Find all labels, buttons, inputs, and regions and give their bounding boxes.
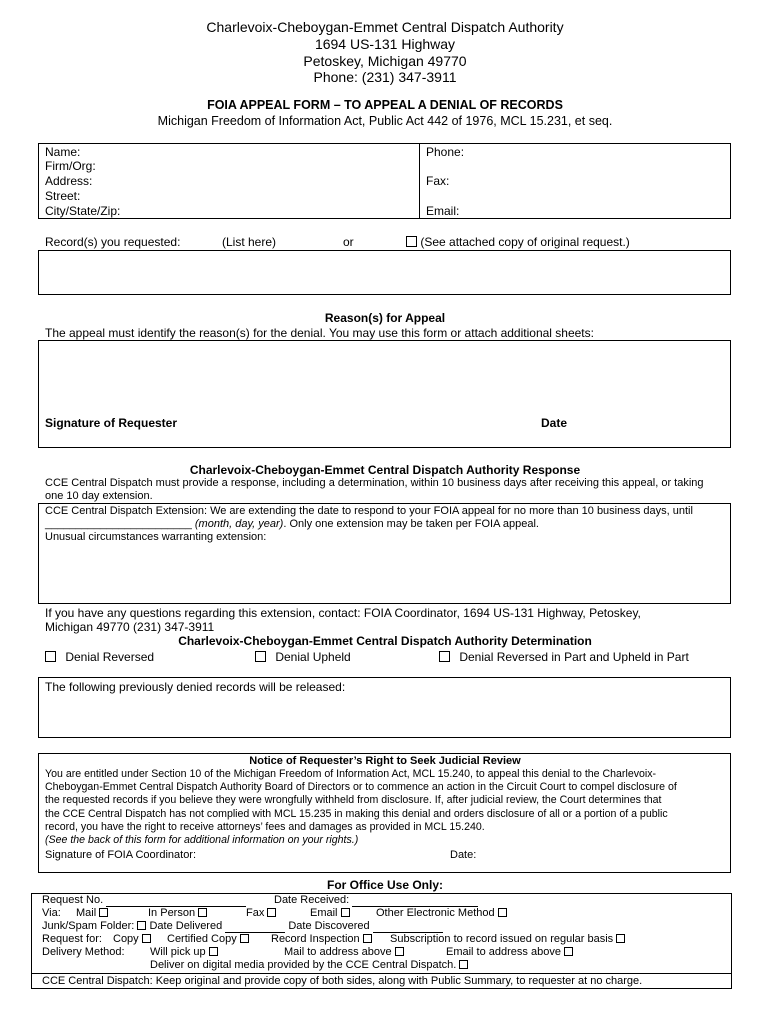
records-or: or (343, 235, 354, 249)
questions-line-1: If you have any questions regarding this extension, contact: FOIA Coordinator, 1694 US-131 Highway, Petoskey, (45, 606, 641, 620)
notice-line-1: You are entitled under Section 10 of the Michigan Freedom of Information Act, MCL 15.240, to appeal this denial to the Charlevoix- (45, 768, 657, 780)
email-field[interactable]: Email: (426, 204, 460, 218)
delivery-email (446, 946, 573, 959)
unusual-circumstances-input[interactable] (42, 545, 727, 600)
records-list-hint: (List here) (222, 235, 277, 249)
extension-line-1: CCE Central Dispatch Extension: We are extending the date to respond to your FOIA appeal for no more than 10 business days, until (45, 505, 693, 517)
request-subscription-label: Subscription to record issued on regular basis (390, 933, 614, 945)
extension-line-2 (45, 518, 539, 531)
response-intro-1: CCE Central Dispatch must provide a response, including a determination, within 10 business days after receiving this appeal, or taking (45, 477, 704, 489)
request-certified-checkbox[interactable] (240, 934, 249, 943)
attached-label: (See attached copy of original request.) (420, 235, 630, 249)
requester-date-label: Date (541, 416, 568, 430)
released-records-label: The following previously denied records will be released: (45, 680, 346, 694)
date-received-label: Date Received: (274, 894, 350, 906)
delivery-mail-label: Mail to address above (284, 946, 392, 958)
via-in-person (148, 907, 207, 920)
notice-line-2: Cheboygan-Emmet Central Dispatch Authority Board of Directors or to commence an action in the Circuit Court to compel disclosure of (45, 781, 677, 793)
delivery-pickup-checkbox[interactable] (209, 947, 218, 956)
denial-reversed-option (45, 650, 154, 664)
notice-line-6: (See the back of this form for additional information on your rights.) (45, 834, 359, 846)
request-copy-label: Copy (113, 933, 139, 945)
junk-row (42, 920, 443, 933)
junk-label: Junk/Spam Folder: (42, 920, 135, 932)
form-title: FOIA APPEAL FORM – TO APPEAL A DENIAL OF RECORDS (207, 98, 563, 112)
request-inspection-label: Record Inspection (271, 933, 360, 945)
date-delivered-label: Date Delivered (149, 920, 223, 932)
via-in-person-label: In Person (148, 907, 196, 919)
date-received-row (274, 894, 478, 907)
request-inspection-checkbox[interactable] (363, 934, 372, 943)
extension-date-blank[interactable]: ________________________ (45, 518, 192, 530)
notice-line-5: record, you have the right to receive attorneys’ fees and damages as provided in MCL 15.240. (45, 821, 485, 833)
reasons-title: Reason(s) for Appeal (324, 311, 446, 325)
via-mail-label: Mail (76, 907, 97, 919)
org-street: 1694 US-131 Highway (314, 36, 456, 52)
org-city: Petoskey, Michigan 49770 (303, 53, 467, 69)
date-discovered-label: Date Discovered (288, 920, 370, 932)
fax-field[interactable]: Fax: (426, 174, 450, 188)
org-phone: Phone: (231) 347-3911 (313, 69, 457, 85)
name-field[interactable]: Name: (45, 145, 81, 159)
request-subscription-checkbox[interactable] (616, 934, 625, 943)
response-title: Charlevoix-Cheboygan-Emmet Central Dispatch Authority Response (189, 463, 581, 477)
delivery-email-checkbox[interactable] (564, 947, 573, 956)
attached-checkbox[interactable] (406, 236, 417, 247)
response-intro-2: one 10 day extension. (45, 490, 153, 502)
notice-title: Notice of Requester’s Right to Seek Judicial Review (249, 755, 521, 767)
via-fax (246, 907, 276, 920)
via-fax-label: Fax (246, 907, 265, 919)
request-inspection (271, 933, 372, 946)
extension-date-hint: (month, day, year) (194, 518, 284, 530)
act-citation: Michigan Freedom of Information Act, Public Act 442 of 1976, MCL 15.231, et seq. (157, 114, 613, 128)
via-mail-checkbox[interactable] (99, 908, 108, 917)
delivery-email-label: Email to address above (446, 946, 561, 958)
delivery-digital (150, 959, 468, 972)
request-for-label: Request for: (42, 933, 102, 945)
request-copy (113, 933, 151, 946)
office-footer: CCE Central Dispatch: Keep original and provide copy of both sides, along with Public Summary, to requester at no charge. (42, 975, 643, 987)
denial-partial-option (439, 650, 689, 664)
delivery-digital-checkbox[interactable] (459, 960, 468, 969)
office-divider (31, 973, 732, 974)
via-email-label: Email (310, 907, 338, 919)
city-field[interactable]: City/State/Zip: (45, 204, 121, 218)
coordinator-signature-label: Signature of FOIA Coordinator: (45, 849, 197, 861)
phone-field[interactable]: Phone: (426, 145, 465, 159)
delivery-digital-label: Deliver on digital media provided by the CCE Central Dispatch. (150, 959, 457, 971)
request-subscription (390, 933, 625, 946)
coordinator-date-label: Date: (450, 849, 477, 861)
delivery-pickup-label: Will pick up (150, 946, 206, 958)
request-certified (167, 933, 249, 946)
notice-line-4: the CCE Central Dispatch has not complied with MCL 15.235 in making this denial and orders disclosure of all or a portion of a public (45, 808, 668, 820)
via-other (376, 907, 507, 920)
request-copy-checkbox[interactable] (142, 934, 151, 943)
via-email (310, 907, 350, 920)
junk-checkbox[interactable] (137, 921, 146, 930)
delivery-label: Delivery Method: (42, 946, 125, 958)
attached-option (406, 235, 630, 249)
denial-reversed-label: Denial Reversed (65, 650, 155, 664)
delivery-pickup (150, 946, 218, 959)
via-email-checkbox[interactable] (341, 908, 350, 917)
via-other-label: Other Electronic Method (376, 907, 495, 919)
contact-divider (419, 143, 420, 219)
denial-upheld-option (255, 650, 351, 664)
unusual-circumstances-label: Unusual circumstances warranting extension: (45, 531, 267, 543)
questions-line-2: Michigan 49770 (231) 347-3911 (45, 620, 215, 634)
denial-reversed-checkbox[interactable] (45, 651, 56, 662)
via-fax-checkbox[interactable] (267, 908, 276, 917)
via-in-person-checkbox[interactable] (198, 908, 207, 917)
request-no-label: Request No. (42, 894, 104, 906)
denial-upheld-checkbox[interactable] (255, 651, 266, 662)
requester-signature-label: Signature of Requester (45, 416, 178, 430)
denial-partial-label: Denial Reversed in Part and Upheld in Part (459, 650, 689, 664)
delivery-mail-checkbox[interactable] (395, 947, 404, 956)
via-mail (76, 907, 108, 920)
request-certified-label: Certified Copy (167, 933, 237, 945)
notice-line-3: the requested records if you believe they were wrongfully withheld from disclosure. If, after judicial review, the Court determines that (45, 794, 662, 806)
records-list-input[interactable] (38, 250, 731, 295)
extension-note: . Only one extension may be taken per FOIA appeal. (283, 518, 539, 530)
reasons-input[interactable] (38, 340, 731, 448)
reasons-instruction: The appeal must identify the reason(s) for the denial. You may use this form or attach additional sheets: (45, 326, 594, 340)
denial-upheld-label: Denial Upheld (275, 650, 351, 664)
delivery-mail (284, 946, 404, 959)
determination-title: Charlevoix-Cheboygan-Emmet Central Dispatch Authority Determination (178, 634, 592, 648)
via-label: Via: (42, 907, 61, 919)
denial-partial-checkbox[interactable] (439, 651, 450, 662)
records-label: Record(s) you requested: (45, 235, 181, 249)
org-name: Charlevoix-Cheboygan-Emmet Central Dispatch Authority (206, 19, 564, 35)
address-field[interactable]: Address: (45, 174, 93, 188)
street-field[interactable]: Street: (45, 189, 81, 203)
firm-field[interactable]: Firm/Org: (45, 159, 96, 173)
request-no-row (42, 894, 246, 907)
contact-box (38, 143, 731, 219)
office-title: For Office Use Only: (326, 878, 444, 892)
via-other-checkbox[interactable] (498, 908, 507, 917)
